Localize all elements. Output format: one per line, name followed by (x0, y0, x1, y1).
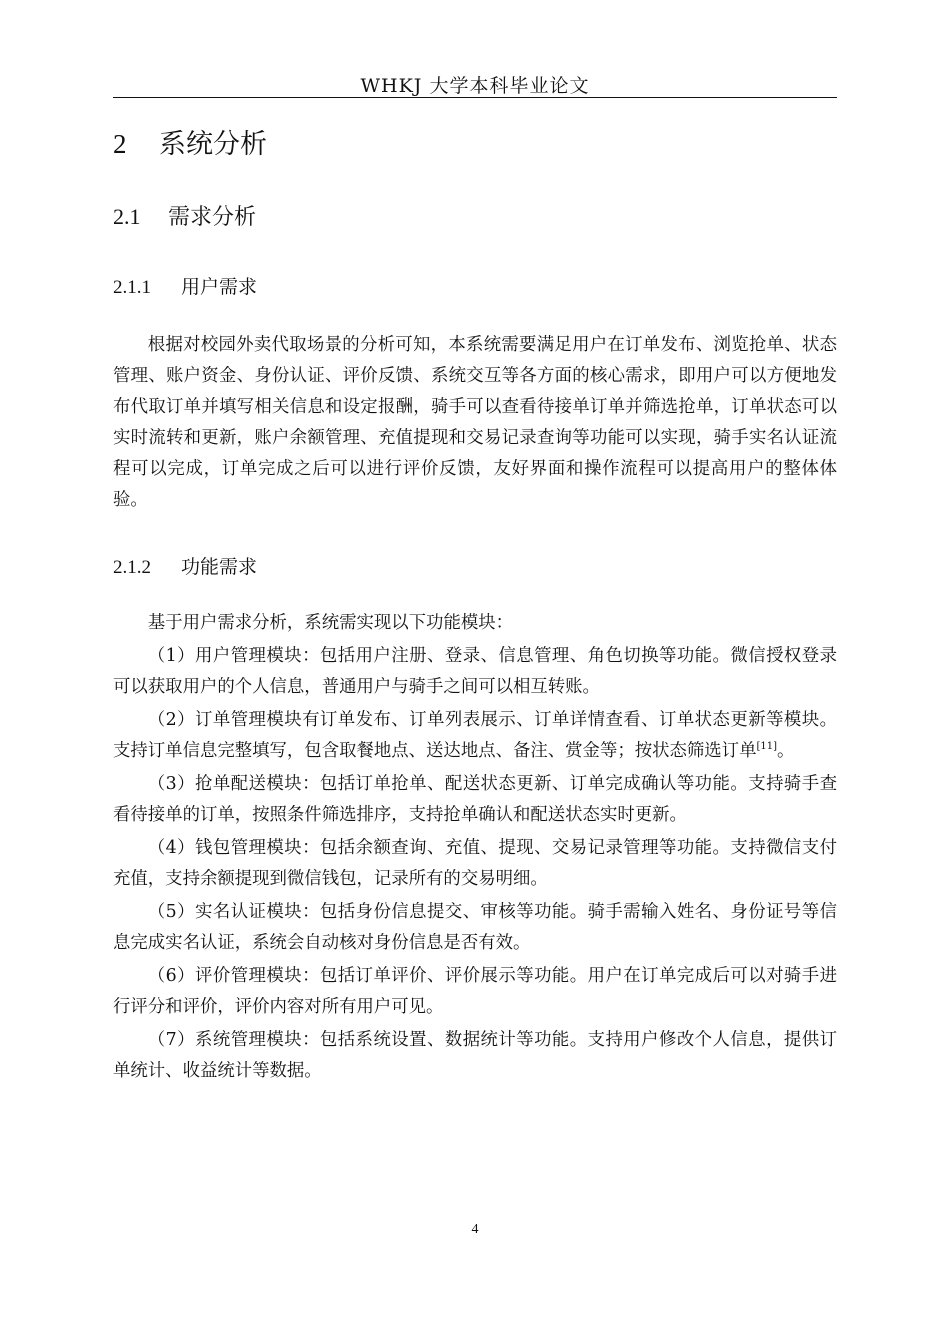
list-item-grab-delivery: （3）抢单配送模块：包括订单抢单、配送状态更新、订单完成确认等功能。支持骑手查看待接单的订单，按照条件筛选排序，支持抢单确认和配送状态实时更新。 (113, 774, 837, 825)
list-item-wallet-management: （4）钱包管理模块：包括余额查询、充值、提现、交易记录管理等功能。支持微信支付充值，支持余额提现到微信钱包，记录所有的交易明细。 (113, 838, 837, 889)
function-needs-body (113, 608, 837, 1089)
list-item-real-name-auth: （5）实名认证模块：包括身份信息提交、审核等功能。骑手需输入姓名、身份证号等信息完成实名认证，系统会自动核对身份信息是否有效。 (113, 902, 837, 953)
citation-marker: [11] (756, 741, 777, 753)
subsection-heading-function-needs (113, 552, 257, 579)
function-needs-intro: 基于用户需求分析，系统需实现以下功能模块： (147, 613, 514, 633)
chapter-number: 2 (113, 129, 127, 159)
running-header: WHKJ 大学本科毕业论文 (360, 75, 590, 97)
section-number: 2.1 (113, 204, 141, 229)
subsection-heading-user-needs (113, 272, 257, 299)
list-item-order-management (113, 705, 837, 767)
header-rule (113, 97, 837, 98)
section-heading (113, 200, 256, 231)
sentence-end: 。 (777, 741, 795, 761)
user-needs-paragraph: 根据对校园外卖代取场景的分析可知，本系统需要满足用户在订单发布、浏览抢单、状态管理、账户资金、身份认证、评价反馈、系统交互等各方面的核心需求，即用户可以方便地发布代取订单并填写相关信息和设定报酬，骑手可以查看待接单订单并筛选抢单，订单状态可以实时流转和更新，账户余额管理、充值提现和交易记录查询等功能可以实现，骑手实名认证流程可以完成，订单完成之后可以进行评价反馈，友好界面和操作流程可以提高用户的整体体验。 (113, 335, 837, 510)
section-title: 需求分析 (168, 205, 257, 230)
chapter-title: 系统分析 (159, 129, 267, 160)
list-item-text: （2）订单管理模块有订单发布、订单列表展示、订单详情查看、订单状态更新等模块。支持订单信息完整填写，包含取餐地点、送达地点、备注、赏金等；按状态筛选订单 (113, 710, 837, 761)
list-item-system-management: （7）系统管理模块：包括系统设置、数据统计等功能。支持用户修改个人信息，提供订单统计、收益统计等数据。 (113, 1030, 837, 1081)
page-number: 4 (471, 1222, 479, 1237)
chapter-heading (113, 122, 267, 161)
subsection-number: 2.1.1 (113, 277, 151, 298)
subsection-title: 用户需求 (181, 276, 258, 298)
list-item-user-management: （1）用户管理模块：包括用户注册、登录、信息管理、角色切换等功能。微信授权登录可以获取用户的个人信息，普通用户与骑手之间可以相互转账。 (113, 646, 837, 697)
subsection-title: 功能需求 (181, 556, 258, 578)
subsection-number: 2.1.2 (113, 557, 151, 578)
list-item-review-management: （6）评价管理模块：包括订单评价、评价展示等功能。用户在订单完成后可以对骑手进行评分和评价，评价内容对所有用户可见。 (113, 966, 837, 1017)
